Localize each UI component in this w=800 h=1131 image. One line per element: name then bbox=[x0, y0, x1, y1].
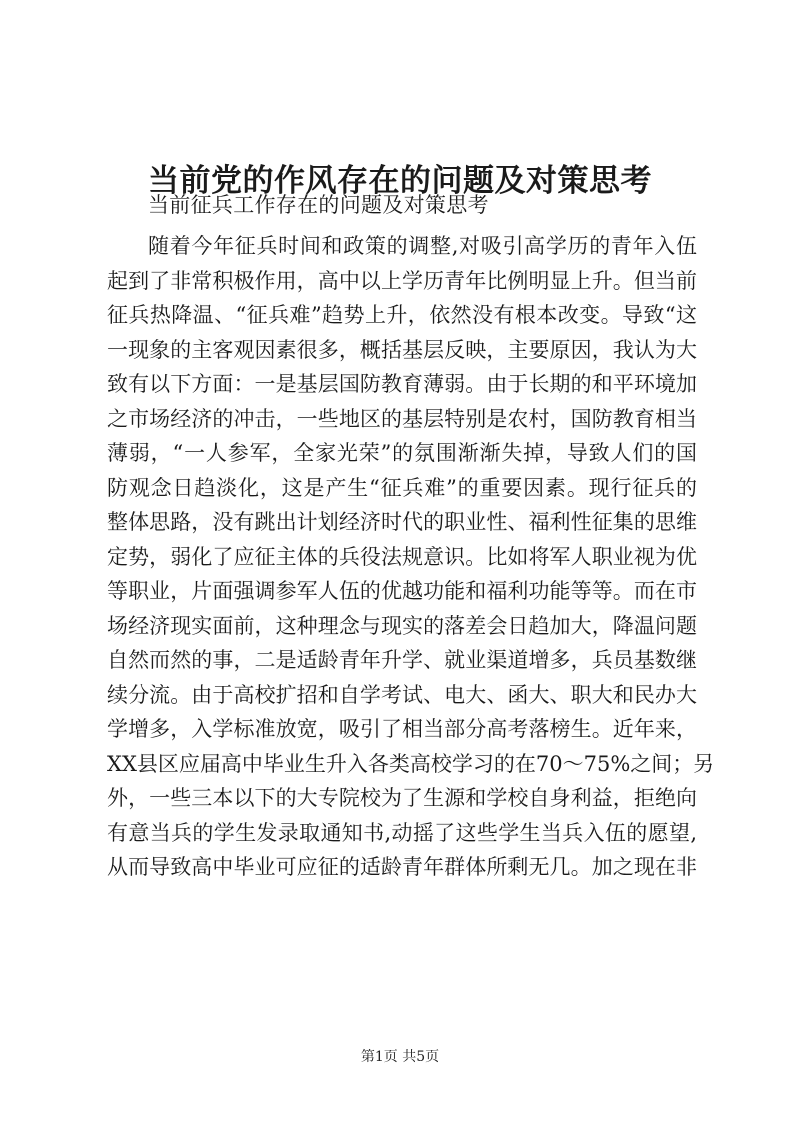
page-number-footer: 第1页 共5页 bbox=[360, 1049, 440, 1065]
text-line: 一现象的主客观因素很多，概括基层反映，主要原因，我认为大 bbox=[107, 337, 697, 362]
text-line: 致有以下方面：一是基层国防教育薄弱。由于长期的和平环境加 bbox=[107, 372, 697, 396]
text-line: 有意当兵的学生发录取通知书,动摇了这些学生当兵入伍的愿望, bbox=[107, 820, 697, 845]
body-paragraph bbox=[107, 229, 715, 885]
text-line: 随着今年征兵时间和政策的调整,对吸引高学历的青年入伍 bbox=[148, 234, 697, 258]
text-line: 起到了非常积极作用，高中以上学历青年比例明显上升。但当前 bbox=[107, 268, 697, 293]
document-title: 当前党的作风存在的问题及对策思考 bbox=[148, 162, 652, 199]
text-line: 从而导致高中毕业可应征的适龄青年群体所剩无几。加之现在非 bbox=[107, 855, 697, 879]
text-line: 续分流。由于高校扩招和自学考试、电大、函大、职大和民办大 bbox=[107, 682, 697, 707]
text-line: 征兵热降温、“征兵难”趋势上升，依然没有根本改变。导致“这 bbox=[107, 303, 697, 327]
text-line: 整体思路，没有跳出计划经济时代的职业性、福利性征集的思维 bbox=[107, 510, 697, 534]
text-line: 学增多，入学标准放宽，吸引了相当部分高考落榜生。近年来， bbox=[107, 717, 697, 741]
text-line: 等职业，片面强调参军人伍的优越功能和福利功能等等。而在市 bbox=[107, 579, 697, 603]
text-line: 防观念日趋淡化，这是产生“征兵难”的重要因素。现行征兵的 bbox=[107, 475, 697, 500]
text-line: 薄弱，“一人参军，全家光荣”的氛围渐渐失掉，导致人们的国 bbox=[107, 441, 697, 465]
text-line: 场经济现实面前，这种理念与现实的落差会日趋加大，降温问题 bbox=[107, 613, 697, 638]
text-line: 之市场经济的冲击，一些地区的基层特别是农村，国防教育相当 bbox=[107, 406, 697, 431]
text-line: XX县区应届高中毕业生升入各类高校学习的在70～75%之间；另 bbox=[107, 751, 715, 776]
document-subtitle: 当前征兵工作存在的问题及对策思考 bbox=[148, 193, 489, 217]
text-line: 外，一些三本以下的大专院校为了生源和学校自身利益，拒绝向 bbox=[107, 786, 697, 810]
text-line: 定势，弱化了应征主体的兵役法规意识。比如将军人职业视为优 bbox=[107, 544, 697, 569]
text-line: 自然而然的事，二是适龄青年升学、就业渠道增多，兵员基数继 bbox=[107, 648, 697, 672]
